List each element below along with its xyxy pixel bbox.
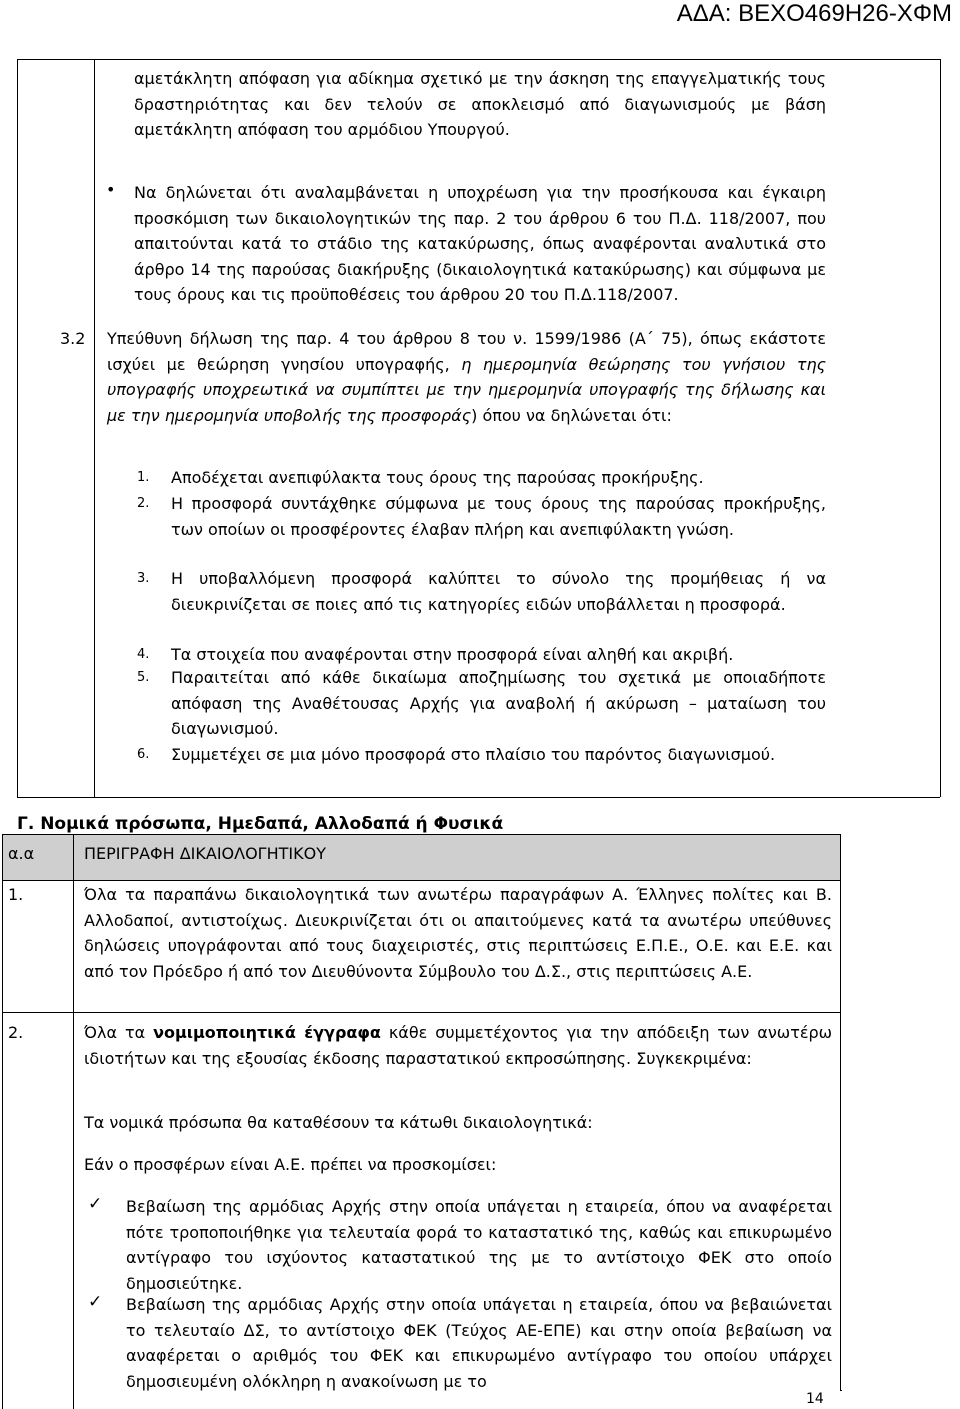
list-item-number: 1.	[137, 470, 150, 485]
list-item-number: 4.	[137, 647, 150, 662]
ada-code: ΑΔΑ: ΒΕΧΟ469Η26-ΧΦΜ	[676, 0, 952, 27]
row2-number: 2.	[8, 1023, 24, 1042]
list-item-text: Η προσφορά συντάχθηκε σύμφωνα με τους όρους της παρούσας προκήρυξης, των οποίων οι προσφέροντες έλαβαν πλήρη και ανεπιφύλακτη γνώση.	[171, 494, 826, 539]
g-table-top-border	[2, 834, 840, 835]
top-table-left-border	[17, 59, 18, 797]
list-item-number: 2.	[137, 496, 150, 511]
row2-paragraph	[84, 1020, 832, 1071]
section-text-b: ) όπου να δηλώνεται ότι:	[471, 405, 672, 425]
g-table-header-bottom	[2, 880, 840, 881]
list-item-number: 5.	[137, 670, 150, 685]
footer-rule	[840, 1390, 842, 1391]
g-table-right-border	[840, 834, 841, 1390]
row1-text: Όλα τα παραπάνω δικαιολογητικά των ανωτέρω παραγράφων Α. Έλληνες πολίτες και Β. Αλλοδαποί, αντιστοίχως. Διευκρινίζεται ότι οι απαιτούμενες κατά τα ανωτέρω υπεύθυνες δηλώσεις υπογράφονται από τους διαχειριστές, στις περιπτώσεις Ε.Π.Ε., Ο.Ε. και Ε.Ε. και από τον Πρόεδρο ή από τον Διευθύνοντα Σύμβουλο του Δ.Σ., στις περιπτώσεις Α.Ε.	[84, 885, 832, 981]
ae-line: Εάν ο προσφέρων είναι Α.Ε. πρέπει να προσκομίσει:	[84, 1155, 497, 1174]
section-paragraph	[107, 326, 826, 428]
col-header-aa: α.α	[8, 844, 35, 863]
row2-text-bold: νομιμοποιητικά έγγραφα	[153, 1023, 381, 1042]
list-item-text: Η υποβαλλόμενη προσφορά καλύπτει το σύνολο της προμήθειας ή να διευκρινίζεται σε ποιες από τις κατηγορίες ειδών υποβάλλεται η προσφορά.	[171, 569, 826, 614]
paragraph-continuation	[134, 66, 826, 143]
page-number: 14	[806, 1391, 824, 1407]
paragraph-text: αμετάκλητη απόφαση για αδίκημα σχετικό με την άσκηση της επαγγελματικής τους δραστηριότητας και δεν τελούν σε αποκλεισμό από διαγωνισμούς με βάση αμετάκλητη απόφαση του αρμόδιου Υπουργού.	[134, 69, 826, 139]
bullet-text: Να δηλώνεται ότι αναλαμβάνεται η υποχρέωση για την προσήκουσα και έγκαιρη προσκόμιση των δικαιολογητικών της παρ. 2 του άρθρου 6 του Π.Δ. 118/2007, που απαιτούνται κατά το στάδιο της κατακύρωσης, όπως αναφέρονται αναλυτικά στο άρθρο 14 της παρούσας διακήρυξης (δικαιολογητικά κατακύρωσης) και σύμφωνα με τους όρους και τις προϋποθέσεις του άρθρου 20 του Π.Δ.118/2007.	[134, 183, 826, 304]
section-text-a: Υπεύθυνη δήλωση της παρ. 4 του άρθρου 8 του ν. 1599/1986 (Α΄ 75), όπως εκάστοτε ισχύει με θεώρηση γνησίου υπογραφής,	[107, 329, 826, 374]
list-item-number: 6.	[137, 747, 150, 762]
col-header-description: ΠΕΡΙΓΡΑΦΗ ΔΙΚΑΙΟΛΟΓΗΤΙΚΟΥ	[84, 844, 326, 863]
legal-persons-line: Τα νομικά πρόσωπα θα καταθέσουν τα κάτωθι δικαιολογητικά:	[84, 1113, 593, 1132]
top-table-bottom-border	[17, 797, 940, 798]
row2-text-a: Όλα τα	[84, 1023, 146, 1042]
list-item-text: Παραιτείται από κάθε δικαίωμα αποζημίωσης του σχετικά με οποιαδήποτε απόφαση της Αναθέτουσας Αρχής για αναβολή ή ακύρωση – ματαίωση του διαγωνισμού.	[171, 668, 826, 738]
list-item-text: Αποδέχεται ανεπιφύλακτα τους όρους της παρούσας προκήρυξης.	[171, 468, 704, 487]
bullet-paragraph	[134, 180, 826, 308]
list-item-text: Τα στοιχεία που αναφέρονται στην προσφορά είναι αληθή και ακριβή.	[171, 645, 734, 664]
g-table-row-separator	[2, 1012, 840, 1013]
g-table-divider	[73, 834, 74, 1409]
top-table-border	[17, 59, 940, 60]
bullet-icon: •	[106, 180, 116, 199]
check-item-1: Βεβαίωση της αρμόδιας Αρχής στην οποία υπάγεται η εταιρεία, όπου να αναφέρεται πότε τροποποιήθηκε για τελευταία φορά το καταστατικό της, καθώς και επικυρωμένο αντίγραφο του ισχύοντος καταστατικού της με το αντίστοιχο ΦΕΚ στο οποίο δημοσιεύτηκε.	[126, 1197, 832, 1293]
check-item-2: Βεβαίωση της αρμόδιας Αρχής στην οποία υπάγεται η εταιρεία, όπου να βεβαιώνεται το τελευταίο ΔΣ, το αντίστοιχο ΦΕΚ (Τεύχος ΑΕ-ΕΠΕ) και στην οποία βεβαίωση να αναφέρεται ο αριθμός του ΦΕΚ και επικυρωμένο αντίγραφο του οποίου υπάρχει δημοσιευμένη ολόκληρη η ανακοίνωση με το	[126, 1295, 832, 1391]
list-item-number: 3.	[137, 571, 150, 586]
list-item-text: Συμμετέχει σε μια μόνο προσφορά στο πλαίσιο του παρόντος διαγωνισμού.	[171, 745, 776, 764]
top-table-right-border	[940, 59, 941, 797]
g-table-left-border	[2, 834, 3, 1409]
section-number: 3.2	[60, 329, 86, 348]
row1-number: 1.	[8, 885, 24, 904]
section-g-heading: Γ. Νομικά πρόσωπα, Ημεδαπά, Αλλοδαπά ή Φυσικά	[17, 814, 504, 834]
row2-text-b: κάθε συμμετέχοντος για την απόδειξη των ανωτέρω ιδιοτήτων και της εξουσίας έκδοσης παραστατικού εκπροσώπησης. Συγκεκριμένα:	[84, 1023, 833, 1068]
top-table-divider	[94, 59, 95, 797]
section-text-italic: η ημερομηνία θεώρησης του γνήσιου της υπογραφής υποχρεωτικά να συμπίπτει με την ημερομηνία υπογραφής της δήλωσης και με την ημερομηνία υποβολής της προσφοράς	[107, 354, 826, 425]
checkmark-icon: ✓	[88, 1292, 103, 1312]
checkmark-icon: ✓	[88, 1194, 103, 1214]
